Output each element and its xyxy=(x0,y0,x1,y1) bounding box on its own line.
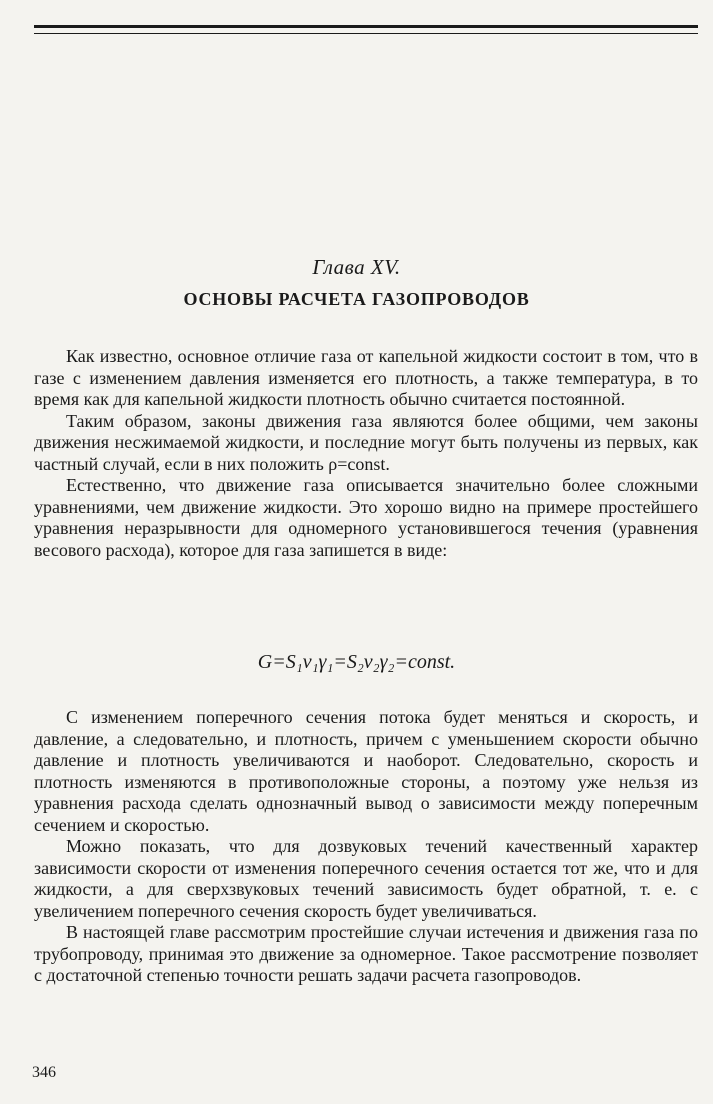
body-text-after-formula xyxy=(34,707,698,987)
paragraph: Можно показать, что для дозвуковых течений качественный характер зависимости скорости от изменения поперечного сечения остается тот же, что и для жидкости, а для сверхзвуковых течений зависимость будет обратной, т. е. с увеличением поперечного сечения скорость будет увеличиваться. xyxy=(34,836,698,921)
paragraph: Как известно, основное отличие газа от капельной жидкости состоит в том, что в газе с изменением давления изменяется его плотность, а также температура, в то время как для капельной жидкости плотность обычно считается постоянной. xyxy=(34,346,698,409)
body-text-before-formula xyxy=(34,346,698,561)
paragraph: Таким образом, законы движения газа являются более общими, чем законы движения несжимаемой жидкости, и последние могут быть получены из первых, как частный случай, если в них положить ρ=const. xyxy=(34,410,698,474)
top-rule-thin xyxy=(34,33,698,34)
paragraph: В настоящей главе рассмотрим простейшие случаи истечения и движения газа по трубопроводу, принимая это движение за одномерное. Такое рассмотрение позволяет с достаточной степенью точности решать задачи расчета газопроводов. xyxy=(34,922,698,985)
chapter-number: Глава XV. xyxy=(312,255,401,279)
page-number: 346 xyxy=(32,1064,56,1081)
continuity-equation: G=S₁v₁γ₁=S₂v₂γ₂=const. xyxy=(257,651,456,673)
chapter-title: ОСНОВЫ РАСЧЕТА ГАЗОПРОВОДОВ xyxy=(183,289,530,309)
paragraph: Естественно, что движение газа описывается значительно более сложными уравнениями, чем движение жидкости. Это хорошо видно на примере простейшего уравнения неразрывности для одномерного установившегося течения (уравнения весового расхода), которое для газа запишется в виде: xyxy=(34,475,698,560)
top-rule-thick xyxy=(34,25,698,28)
paragraph: С изменением поперечного сечения потока будет меняться и скорость, и давление, а следовательно, и плотность, причем с уменьшением скорости обычно давление и плотность увеличиваются и наоборот. Следовательно, скорость и плотность изменяются в противоположные стороны, а поэтому уже нельзя из уравнения расхода сделать однозначный вывод о зависимости между поперечным сечением и скоростью. xyxy=(34,707,698,835)
